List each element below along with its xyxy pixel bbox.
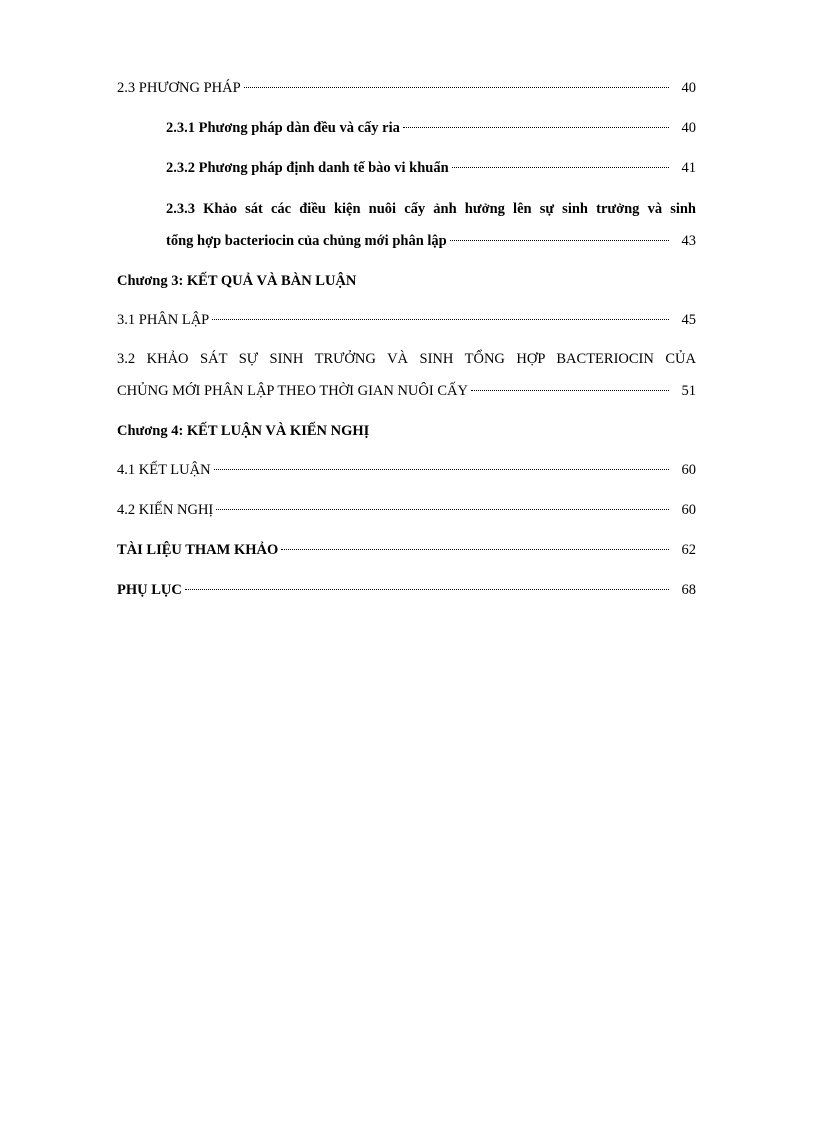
toc-chapter-4[interactable]: Chương 4: KẾT LUẬN VÀ KIẾN NGHỊ [117, 423, 370, 439]
toc-entry-3-2[interactable] [117, 381, 696, 401]
toc-label: 4.1 KẾT LUẬN [117, 462, 211, 478]
page-number: 60 [681, 462, 696, 478]
dot-leader [185, 589, 669, 590]
toc-entry-2-3-3[interactable] [166, 231, 696, 251]
dot-leader [216, 509, 669, 510]
page-number: 43 [681, 233, 696, 249]
toc-label: PHỤ LỤC [117, 582, 182, 598]
toc-entry-4-1[interactable] [117, 460, 696, 480]
page-number: 62 [681, 542, 696, 558]
page-number: 41 [681, 160, 696, 176]
toc-label: TÀI LIỆU THAM KHẢO [117, 542, 279, 558]
dot-leader [452, 167, 669, 168]
toc-entry-2-3-3-line1[interactable]: 2.3.3 Khảo sát các điều kiện nuôi cấy ảnh hưởng lên sự sinh trưởng và sinh [166, 201, 696, 217]
toc-entry-2-3[interactable] [117, 78, 696, 98]
page-number: 68 [681, 582, 696, 598]
dot-leader [471, 390, 669, 391]
toc-chapter-3[interactable]: Chương 3: KẾT QUẢ VÀ BÀN LUẬN [117, 273, 357, 289]
dot-leader [403, 127, 669, 128]
toc-entry-3-1[interactable] [117, 310, 696, 330]
toc-label: 2.3.2 Phương pháp định danh tế bào vi khuẩn [166, 160, 449, 176]
dot-leader [214, 469, 669, 470]
toc-label: 4.2 KIẾN NGHỊ [117, 502, 214, 518]
toc-entry-3-2-line1[interactable]: 3.2 KHẢO SÁT SỰ SINH TRƯỞNG VÀ SINH TỔNG HỢP BACTERIOCIN CỦA [117, 351, 696, 367]
toc-label: 2.3.1 Phương pháp dàn đều và cấy ria [166, 120, 400, 136]
toc-entry-references[interactable] [117, 540, 696, 560]
toc-label: CHỦNG MỚI PHÂN LẬP THEO THỜI GIAN NUÔI CẤY [117, 383, 468, 399]
toc-label: 2.3 PHƯƠNG PHÁP [117, 80, 241, 96]
toc-entry-2-3-2[interactable] [166, 158, 696, 178]
toc-entry-2-3-1[interactable] [166, 118, 696, 138]
toc-label: 3.1 PHÂN LẬP [117, 312, 210, 328]
toc-label: tổng hợp bacteriocin của chủng mới phân lập [166, 233, 447, 249]
page-number: 51 [681, 383, 696, 399]
page-number: 40 [681, 120, 696, 136]
dot-leader [281, 549, 669, 550]
page-number: 40 [681, 80, 696, 96]
toc-entry-appendix[interactable] [117, 580, 696, 600]
toc-entry-4-2[interactable] [117, 500, 696, 520]
dot-leader [450, 240, 669, 241]
page-number: 60 [681, 502, 696, 518]
dot-leader [244, 87, 669, 88]
page-number: 45 [681, 312, 696, 328]
dot-leader [212, 319, 669, 320]
